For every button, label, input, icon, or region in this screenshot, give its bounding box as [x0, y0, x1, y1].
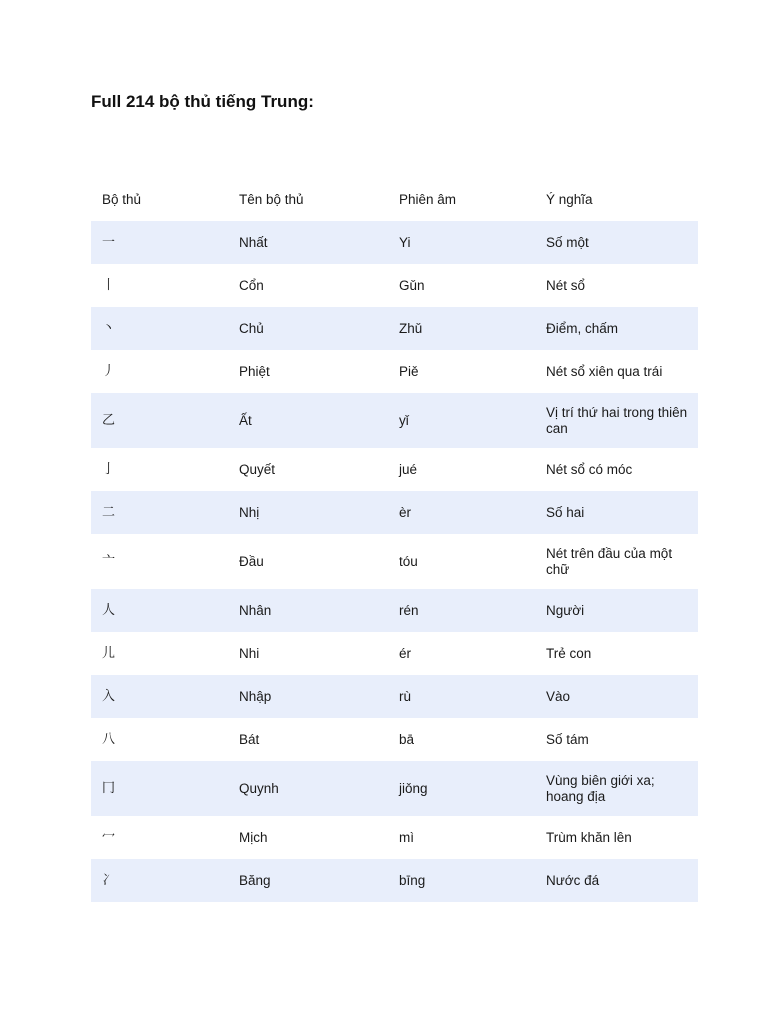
cell-radical: 八	[102, 731, 116, 747]
table-row	[91, 816, 698, 859]
cell-radical: 亅	[102, 461, 116, 477]
cell-pinyin: Gǔn	[399, 277, 425, 293]
cell-radical: 儿	[102, 645, 116, 661]
page-title: Full 214 bộ thủ tiếng Trung:	[91, 92, 314, 111]
cell-radical-name: Chủ	[239, 320, 264, 336]
cell-pinyin: bīng	[399, 872, 426, 888]
cell-meaning: Trùm khăn lên	[546, 829, 632, 845]
table-row	[91, 393, 698, 448]
cell-pinyin: rén	[399, 602, 419, 618]
header-meaning: Ý nghĩa	[546, 191, 593, 207]
cell-meaning: Số hai	[546, 504, 585, 520]
cell-radical-name: Nhân	[239, 602, 272, 618]
table-row	[91, 491, 698, 534]
cell-pinyin: jiǒng	[399, 780, 428, 796]
cell-meaning: Nét trên đầu của một chữ	[546, 545, 673, 577]
cell-meaning: Số một	[546, 234, 589, 250]
cell-radical-name: Nhập	[239, 688, 272, 704]
table-row	[91, 534, 698, 589]
cell-radical: 入	[102, 688, 116, 704]
cell-radical: 人	[102, 602, 116, 618]
cell-meaning: Vào	[546, 688, 571, 704]
cell-radical: 丨	[102, 277, 116, 293]
cell-pinyin: Yi	[399, 234, 411, 250]
cell-pinyin: tóu	[399, 553, 418, 569]
cell-pinyin: mì	[399, 829, 414, 845]
table-row	[91, 632, 698, 675]
cell-meaning: Nước đá	[546, 872, 600, 888]
cell-pinyin: yǐ	[399, 412, 409, 428]
cell-meaning: Người	[546, 602, 585, 618]
cell-radical-name: Nhất	[239, 234, 268, 250]
cell-radical-name: Ất	[239, 412, 252, 428]
cell-pinyin: èr	[399, 504, 412, 520]
cell-radical: 冂	[102, 780, 116, 796]
cell-radical-name: Quynh	[239, 780, 279, 796]
table-row	[91, 718, 698, 761]
cell-radical: 二	[102, 504, 116, 520]
cell-pinyin: Piě	[399, 363, 419, 379]
cell-meaning: Số tám	[546, 731, 589, 747]
cell-pinyin: bā	[399, 731, 415, 747]
cell-radical-name: Bát	[239, 731, 260, 747]
table-header-row	[91, 178, 698, 221]
cell-radical-name: Phiệt	[239, 363, 270, 379]
cell-radical-name: Nhị	[239, 504, 260, 520]
cell-radical-name: Nhi	[239, 645, 260, 661]
cell-radical: 丿	[102, 363, 116, 379]
header-pinyin: Phiên âm	[399, 191, 457, 207]
cell-radical-name: Cổn	[239, 277, 264, 293]
cell-meaning: Trẻ con	[546, 645, 592, 661]
table-row	[91, 761, 698, 816]
table-row	[91, 448, 698, 491]
cell-meaning: Vị trí thứ hai trong thiên can	[546, 404, 688, 436]
cell-pinyin: jué	[399, 461, 418, 477]
cell-radical: 冫	[102, 872, 116, 888]
table-row	[91, 675, 698, 718]
cell-meaning: Vùng biên giới xa; hoang địa	[546, 772, 655, 804]
cell-meaning: Nét sổ	[546, 277, 586, 293]
cell-pinyin: Zhǔ	[399, 320, 423, 336]
cell-radical-name: Mịch	[239, 829, 268, 845]
cell-radical: 丶	[102, 320, 116, 336]
cell-radical: 一	[102, 234, 116, 250]
radicals-table-container	[91, 178, 698, 902]
header-radical-name: Tên bộ thủ	[239, 191, 304, 207]
cell-radical: 冖	[102, 829, 116, 845]
cell-radical-name: Quyết	[239, 461, 276, 477]
cell-radical: 亠	[102, 553, 116, 569]
table-row	[91, 264, 698, 307]
cell-meaning: Điểm, chấm	[546, 320, 619, 336]
table-row	[91, 859, 698, 902]
radicals-table	[91, 178, 698, 902]
cell-meaning: Nét sổ xiên qua trái	[546, 363, 663, 379]
cell-pinyin: rù	[399, 688, 412, 704]
table-row	[91, 589, 698, 632]
cell-radical-name: Đầu	[239, 553, 264, 569]
table-row	[91, 350, 698, 393]
table-row	[91, 221, 698, 264]
cell-radical-name: Băng	[239, 872, 271, 888]
cell-meaning: Nét sổ có móc	[546, 461, 633, 477]
header-radical: Bộ thủ	[102, 191, 142, 207]
cell-radical: 乙	[102, 412, 116, 428]
table-row	[91, 307, 698, 350]
cell-pinyin: ér	[399, 645, 412, 661]
